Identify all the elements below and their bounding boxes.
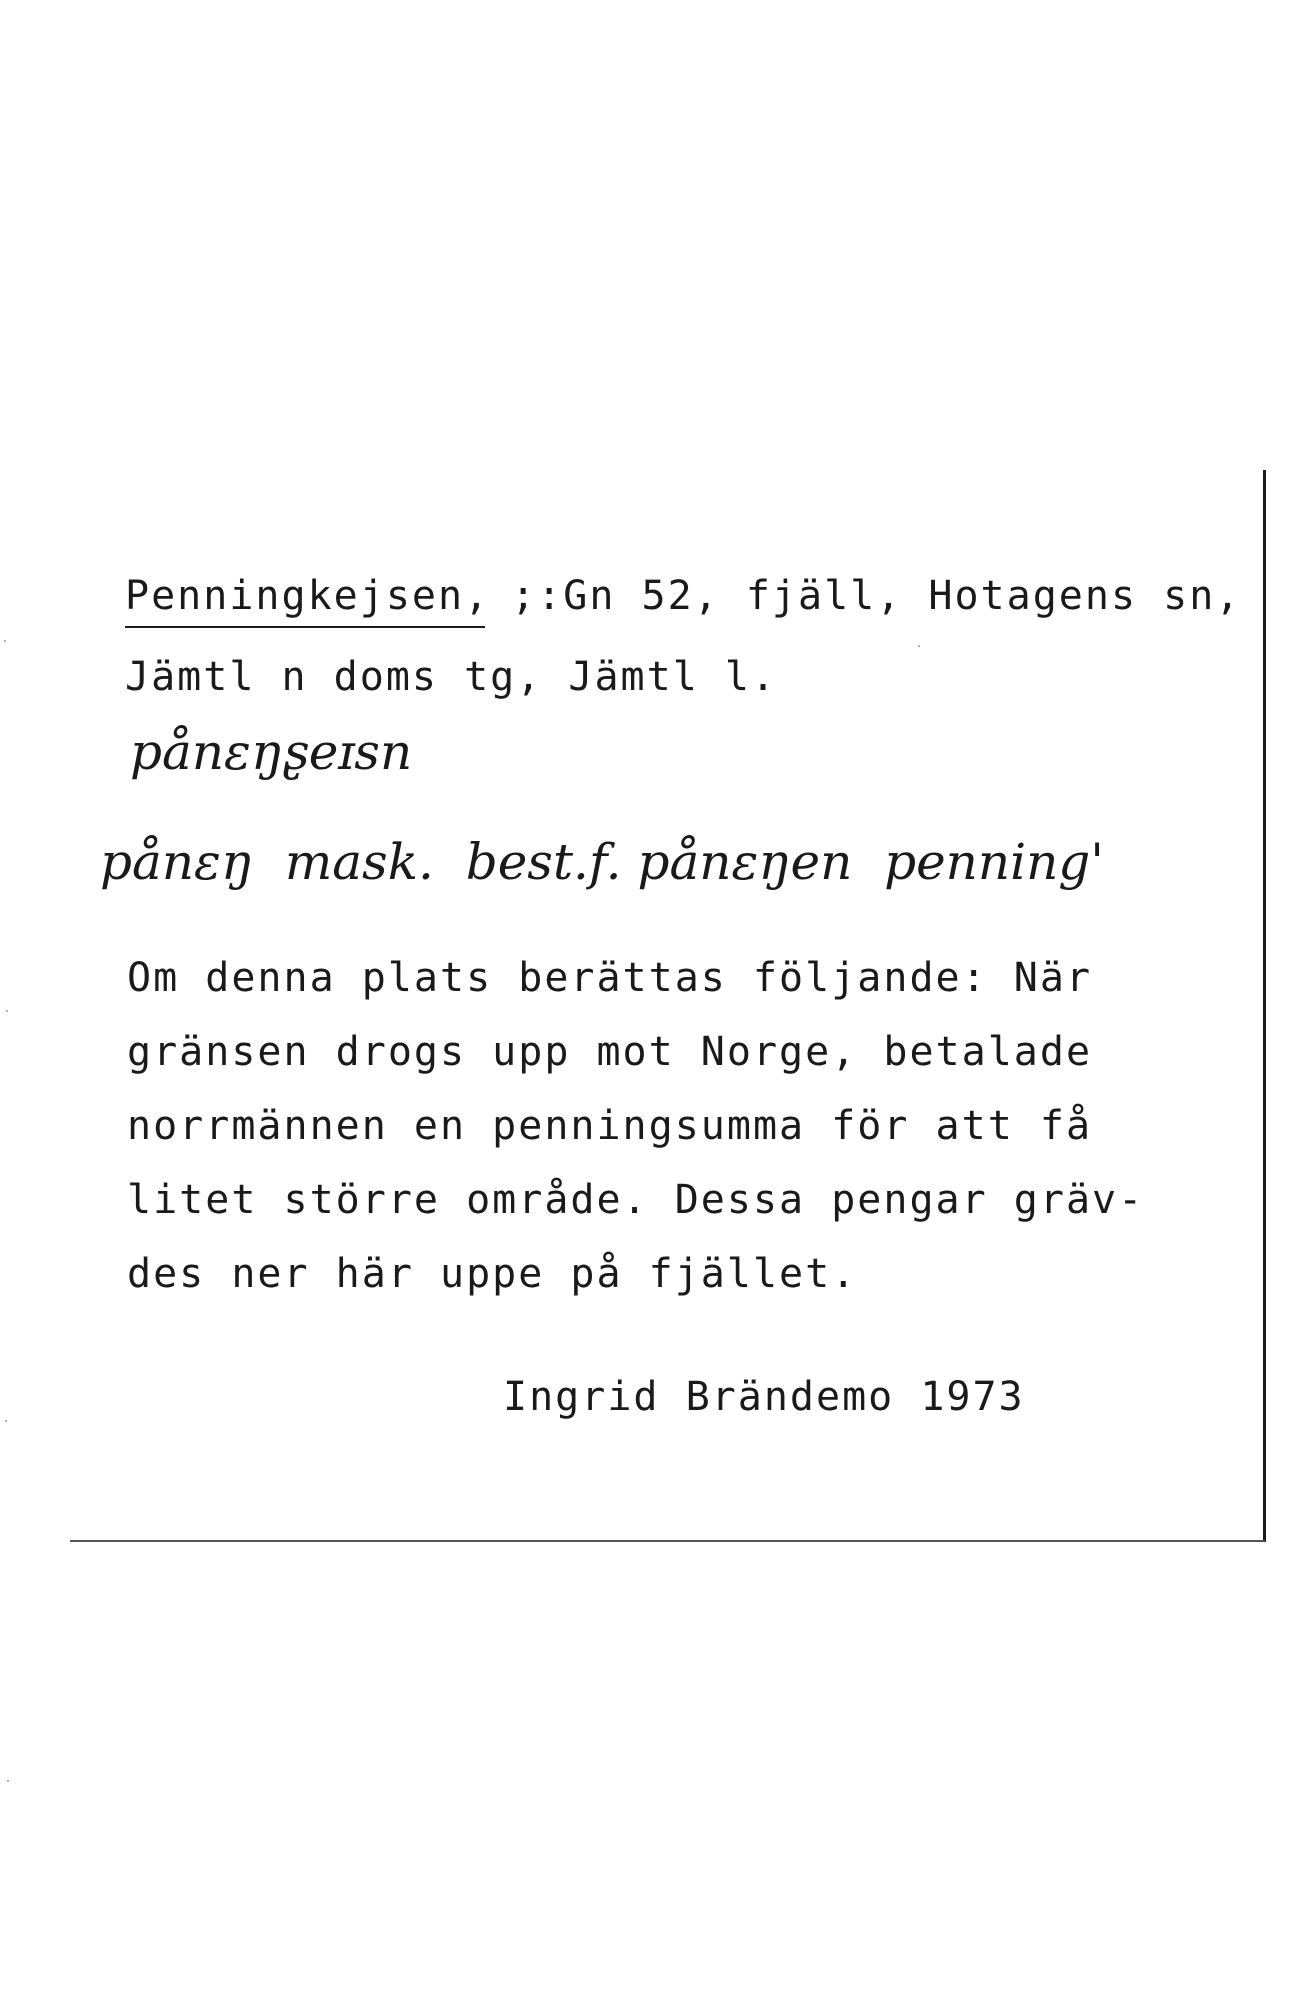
entry-reference: ;:Gn 52, fjäll, Hotagens sn, <box>485 573 1242 619</box>
body-line-5: des ner här uppe på fjället. <box>127 1251 858 1297</box>
body-line-4: litet större område. Dessa pengar gräv- <box>127 1177 1145 1223</box>
phonetic-transcription-2: pånɛŋ mask. best.f. pånɛŋen penning' <box>100 833 1105 891</box>
entry-location: Jämtl n doms tg, Jämtl l. <box>125 654 778 700</box>
body-line-1: Om denna plats berättas följande: När <box>127 955 1093 1001</box>
scan-speck <box>5 1420 7 1422</box>
entry-name: Penningkejsen, <box>125 573 491 619</box>
signature: Ingrid Brändemo 1973 <box>503 1374 1025 1420</box>
phonetic-transcription-1: pånɛŋʂeɪsn <box>130 723 413 781</box>
scan-speck <box>6 1010 8 1012</box>
scan-speck <box>4 640 6 642</box>
body-line-2: gränsen drogs upp mot Norge, betalade <box>127 1029 1093 1075</box>
body-line-3: norrmännen en penningsumma för att få <box>127 1103 1093 1149</box>
card-edge-right <box>1263 470 1266 1542</box>
scan-speck <box>7 1780 9 1782</box>
entry-name-underline <box>125 626 485 628</box>
card-edge-bottom <box>70 1540 1265 1542</box>
scan-speck <box>918 645 920 647</box>
